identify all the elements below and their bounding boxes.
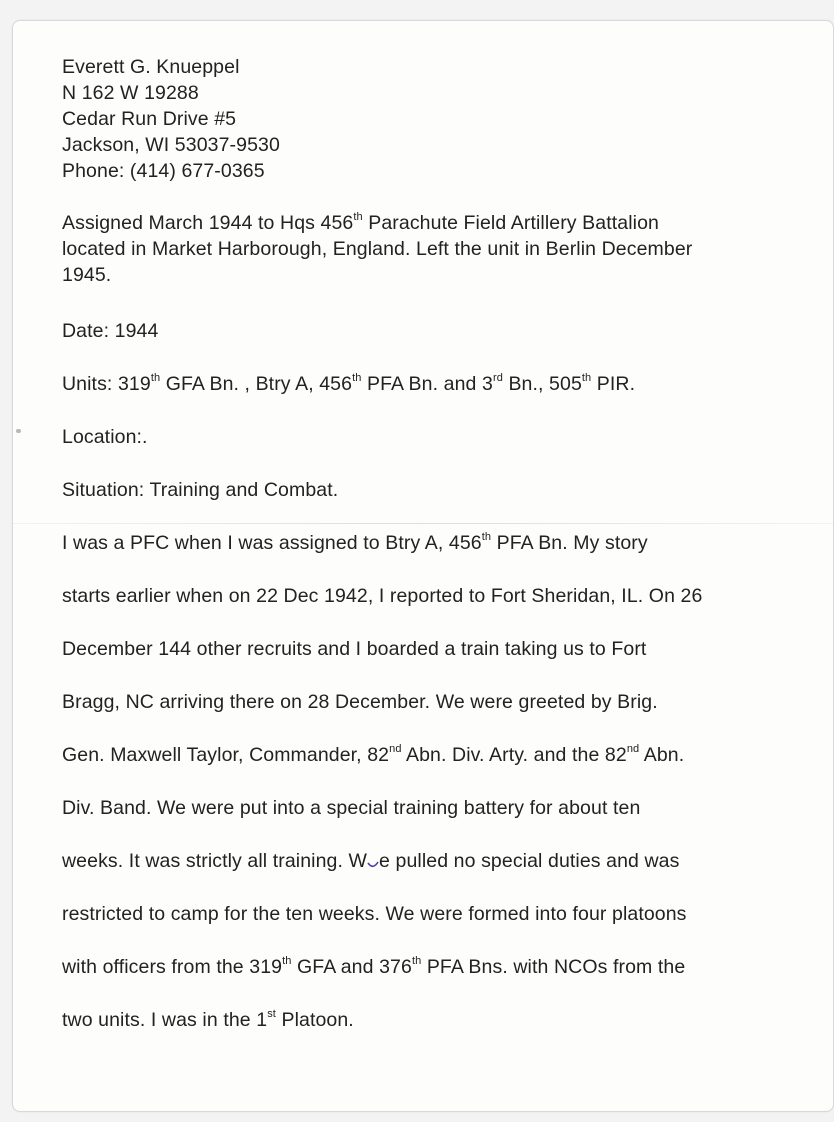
story-line-5: Gen. Maxwell Taylor, Commander, 82nd Abn. Div. Arty. and the 82nd Abn. bbox=[62, 742, 685, 766]
story-line-1: I was a PFC when I was assigned to Btry A, 456th PFA Bn. My story bbox=[62, 530, 648, 554]
letter-page bbox=[12, 20, 834, 1112]
date-line: Date: 1944 bbox=[62, 320, 159, 342]
address-city: Jackson, WI 53037-9530 bbox=[62, 134, 280, 156]
story-line-7: weeks. It was strictly all training. W e pulled no special duties and was bbox=[62, 850, 680, 872]
address-line-2: Cedar Run Drive #5 bbox=[62, 108, 237, 130]
story-line-10: two units. I was in the 1st Platoon. bbox=[62, 1007, 354, 1031]
story-line-2: starts earlier when on 22 Dec 1942, I reported to Fort Sheridan, IL. On 26 bbox=[62, 585, 703, 607]
location-line: Location:. bbox=[62, 426, 148, 448]
address-line-1: N 162 W 19288 bbox=[62, 82, 199, 104]
story-line-4: Bragg, NC arriving there on 28 December. We were greeted by Brig. bbox=[62, 691, 658, 713]
sender-name: Everett G. Knueppel bbox=[62, 56, 240, 78]
assignment-line-3: 1945. bbox=[62, 264, 112, 286]
story-line-8: restricted to camp for the ten weeks. We were formed into four platoons bbox=[62, 903, 687, 925]
assignment-line-2: located in Market Harborough, England. Left the unit in Berlin December bbox=[62, 238, 693, 260]
margin-smudge bbox=[16, 429, 21, 433]
paper-fold-line bbox=[13, 523, 833, 524]
pen-correction-mark bbox=[367, 860, 379, 870]
units-line: Units: 319th GFA Bn. , Btry A, 456th PFA Bn. and 3rd Bn., 505th PIR. bbox=[62, 371, 636, 395]
situation-line: Situation: Training and Combat. bbox=[62, 479, 339, 501]
address-phone: Phone: (414) 677-0365 bbox=[62, 160, 265, 182]
assignment-line-1: Assigned March 1944 to Hqs 456th Parachute Field Artillery Battalion bbox=[62, 210, 659, 234]
story-line-9: with officers from the 319th GFA and 376th PFA Bns. with NCOs from the bbox=[62, 954, 686, 978]
story-line-6: Div. Band. We were put into a special training battery for about ten bbox=[62, 797, 641, 819]
story-line-3: December 144 other recruits and I boarded a train taking us to Fort bbox=[62, 638, 647, 660]
